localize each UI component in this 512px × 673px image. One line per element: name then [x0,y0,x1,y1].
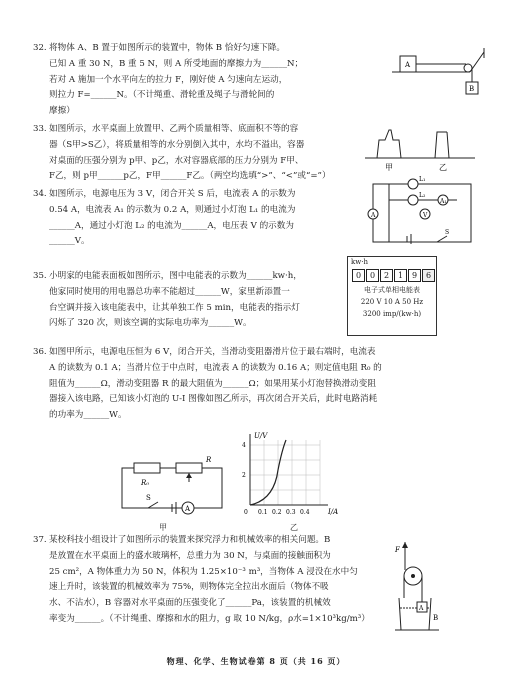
question-number: 34. [33,189,47,199]
question-line: 某校科技小组设计了如图所示的装置来探究浮力和机械效率的相关问题。B [49,535,331,545]
question-line: 25 cm²，A 物体重力为 50 N，体积为 1.25×10⁻³ m³，当物体 A 浸没在水中匀 [49,566,358,577]
question-33 [33,122,383,185]
graph-ytick: 4 [242,442,246,449]
question-line: 对桌面的压强分别为 p甲、p乙，水对容器底部的压力分别为 F甲、 [49,155,304,166]
figure-37-pulley-tank [395,542,465,649]
question-line: 则拉力 F=______N。（不计绳重、滑轮重及绳子与滑轮间的 [49,90,275,101]
question-line: ______A，通过小灯泡 L₂ 的电流为______A，电压表 V 的示数为 [49,220,294,231]
question-number: 32. [33,43,47,53]
meter-constant: 3200 imp/(kw·h) [362,310,422,318]
question-35 [33,269,383,332]
question-line: 台空调并接入该电能表中，让其单独工作 5 min，电能表的指示灯 [49,302,300,313]
meter-digit-decimal: 6 [422,269,435,282]
figure-36-yi-caption: 乙 [290,523,298,532]
question-line: 是放置在水平桌面上的盛水玻璃杯，总重力为 30 N，与桌面的接触面积为 [49,550,331,561]
question-line: 小明家的电能表面板如图所示，图中电能表的示数为______kw·h， [49,271,302,281]
figure-32-pulley [392,48,492,115]
meter-digit: 0 [352,269,365,282]
ui-graph [240,430,340,516]
ammeter-a-label: A [371,212,376,219]
question-line: 如图所示，电源电压为 3 V，闭合开关 S 后，电流表 A 的示数为 [49,189,296,199]
question-number: 36. [33,347,47,357]
switch-s-label: S [146,494,151,502]
question-32 [33,41,383,120]
switch-s-label: S [445,229,450,236]
ammeter-a-label: A [185,505,191,513]
container-b-label: B [433,614,439,622]
graph-xtick: 0.4 [300,509,310,516]
question-line: 器（S甲>S乙），将质量相等的水分别倒入其中，水均不溢出，容器 [49,139,305,150]
meter-digit: 0 [366,269,379,282]
meter-digit: 2 [380,269,393,282]
block-a-label: A [419,605,424,612]
question-line: 速上升时，该装置的机械效率为 75%，则物体完全拉出水面后（物体不吸 [49,582,329,593]
question-line: 闪烁了 320 次，则该空调的实际电功率为______W。 [49,318,252,329]
figure-33-containers [365,128,475,180]
question-line: 水、不沾水），B 容器对水平桌面的压强变化了______Pa，该装置的机械效 [49,598,331,609]
page-footer: 物理、化学、生物试卷第 8 页（共 16 页） [166,656,346,666]
voltmeter-v-label: V [423,212,428,219]
question-line: 摩擦） [49,106,75,117]
question-line: 已知 A 重 30 N，B 重 5 N，则 A 所受地面的摩擦力为______N； [49,58,304,69]
question-line: A 的读数为 0.1 A；当滑片位于中点时，电流表 A 的读数为 0.16 A；则定值电阻 R₀ 的 [49,362,382,373]
question-line: 阻值为______Ω，滑动变阻器 R 的最大阻值为______Ω；如果用某小灯泡替换滑动变阻 [49,378,376,389]
question-37 [33,533,383,628]
question-line: 他家同时使用的用电器总功率不能超过______W，家里新添置一 [49,286,290,297]
pulley-tank-diagram [395,542,465,642]
question-34 [33,187,383,250]
graph-xtick: 0.1 [258,509,268,516]
ammeter-a1-label: A₁ [440,198,447,205]
question-number: 35. [33,271,47,281]
question-line: 将物体 A、B 置于如图所示的装置中，物体 B 恰好匀速下降。 [49,43,286,53]
question-line: ______V。 [49,236,90,247]
lamp-l1-label: L₁ [419,176,426,183]
meter-digit: 1 [394,269,407,282]
figure-36-graph [240,430,340,517]
circuit-36-diagram [118,456,228,520]
containers-diagram [365,128,475,173]
resistor-r0-label: R₀ [141,479,150,487]
question-line: 器接入该电路，已知该小灯泡的 U-I 图像如图乙所示，再次闭合开关后，此时电路消耗 [49,394,378,405]
question-line: 若对 A 施加一个水平向左的拉力 F，刚好使 A 匀速向左运动， [49,74,288,85]
question-36 [33,345,488,424]
graph-origin: 0 [244,509,248,516]
graph-ytick: 2 [242,472,246,479]
meter-rating: 220 V 10 A 50 Hz [360,298,424,306]
question-line: 如图甲所示，电源电压恒为 6 V，闭合开关，当滑动变阻器滑片位于最右端时，电流表 [49,347,376,357]
question-number: 33. [33,124,47,134]
container-yi-label: 乙 [439,163,447,172]
rheostat-r-label: R [206,456,212,464]
container-jia-label: 甲 [385,163,393,172]
force-f-label: F [395,546,400,554]
figure-34-circuit [367,178,477,255]
meter-unit: kw·h [351,258,368,266]
question-line: 0.54 A，电流表 A₁ 的示数为 0.2 A，则通过小灯泡 L₁ 的电流为 [49,204,296,215]
question-line: 的功率为______W。 [49,410,127,421]
question-line: 如图所示，水平桌面上放置甲、乙两个质量相等、底面积不等的容 [49,124,299,134]
figure-36-jia-caption: 甲 [159,523,167,532]
graph-ylabel: U/V [254,432,268,440]
question-line: 率变为______。（不计绳重、摩擦和水的阻力，g 取 10 N/kg，ρ水=1×10³kg/m³） [49,613,370,624]
question-line: F乙，则 p甲______p乙，F甲______F乙。（两空均选填“>”、“<”或“=”） [49,171,331,182]
graph-xtick: 0.2 [272,509,282,516]
circuit-34-diagram [367,178,477,248]
lamp-l2-label: L₂ [419,192,426,199]
block-b-label: B [469,85,475,93]
block-a-label: A [405,61,411,69]
energy-meter-panel [347,256,437,336]
meter-digit: 9 [408,269,421,282]
pulley-diagram [392,48,492,108]
question-number: 37. [33,535,47,545]
graph-xtick: 0.3 [286,509,296,516]
figure-36-circuit [118,456,228,527]
graph-xlabel: I/A [328,508,339,516]
meter-type: 电子式单相电能表 [364,286,420,294]
meter-digits [352,269,435,282]
